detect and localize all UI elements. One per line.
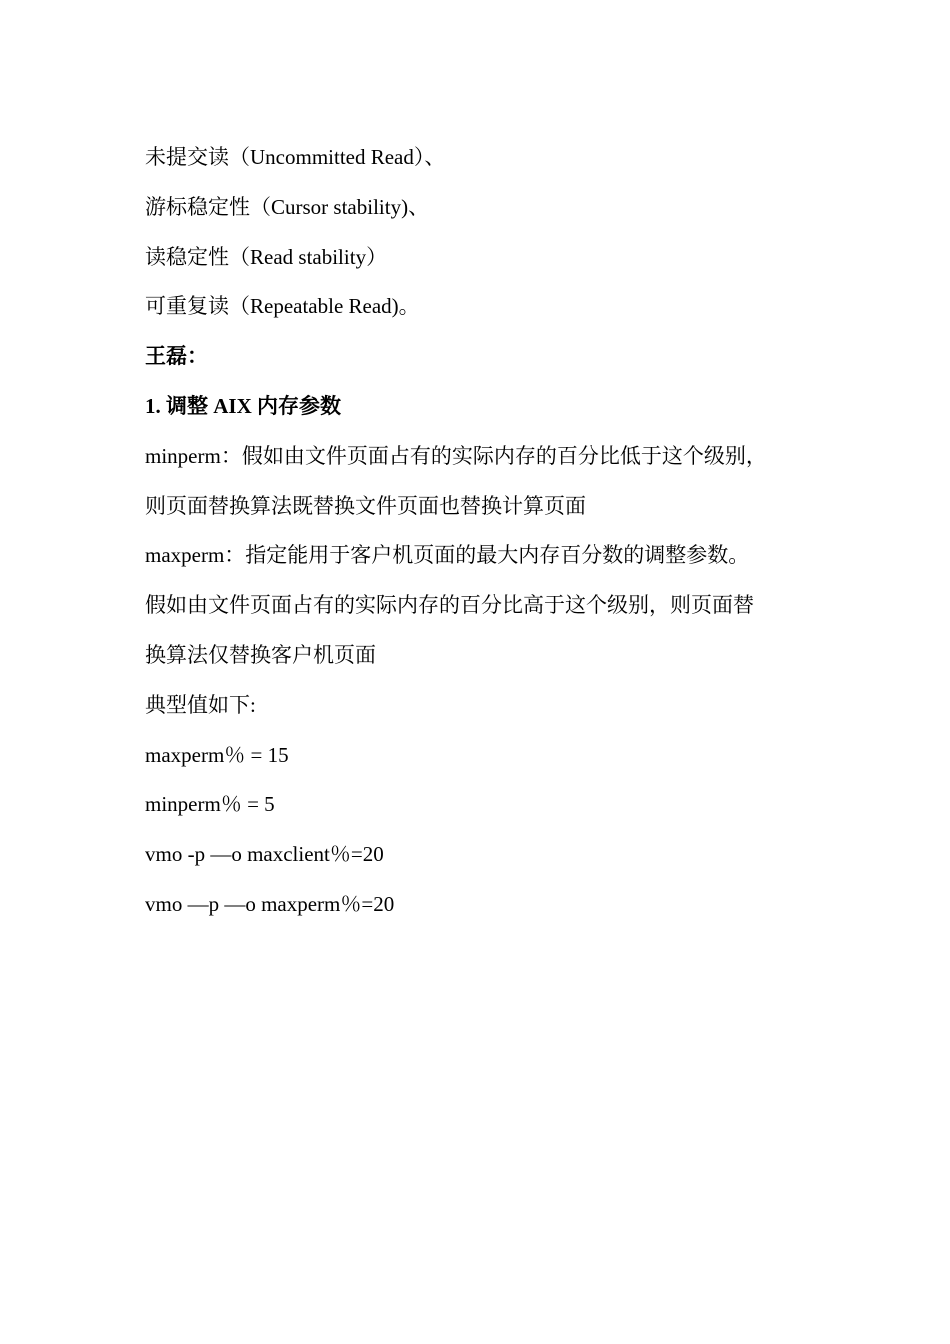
isolation-level-uncommitted-read: 未提交读（Uncommitted Read）、: [145, 145, 446, 169]
document-body: [145, 133, 815, 930]
maxperm-description-line-1: maxperm：指定能用于客户机页面的最大内存百分数的调整参数。: [145, 543, 750, 568]
isolation-level-read-stability: 读稳定性（Read stability）: [145, 244, 388, 269]
typical-values-label: 典型值如下:: [145, 692, 256, 717]
vmo-maxclient-command: vmo -p —o maxclient％=20: [145, 842, 384, 867]
maxperm-description-line-3: 换算法仅替换客户机页面: [145, 642, 376, 667]
author-heading: 王磊：: [145, 344, 208, 369]
section-heading-aix-memory: 1. 调整 AIX 内存参数: [145, 393, 342, 418]
minperm-value: minperm％ = 5: [145, 792, 275, 817]
maxperm-value: maxperm％ = 15: [145, 742, 289, 767]
maxperm-description-line-2: 假如由文件页面占有的实际内存的百分比高于这个级别，则页面替: [145, 593, 754, 618]
minperm-description-line-1: minperm：假如由文件页面占有的实际内存的百分比低于这个级别，: [145, 443, 767, 468]
isolation-level-repeatable-read: 可重复读（Repeatable Read)。: [145, 294, 420, 319]
minperm-description-line-2: 则页面替换算法既替换文件页面也替换计算页面: [145, 493, 586, 518]
isolation-level-cursor-stability: 游标稳定性（Cursor stability)、: [145, 194, 430, 219]
vmo-maxperm-command: vmo —p —o maxperm％=20: [145, 891, 395, 916]
